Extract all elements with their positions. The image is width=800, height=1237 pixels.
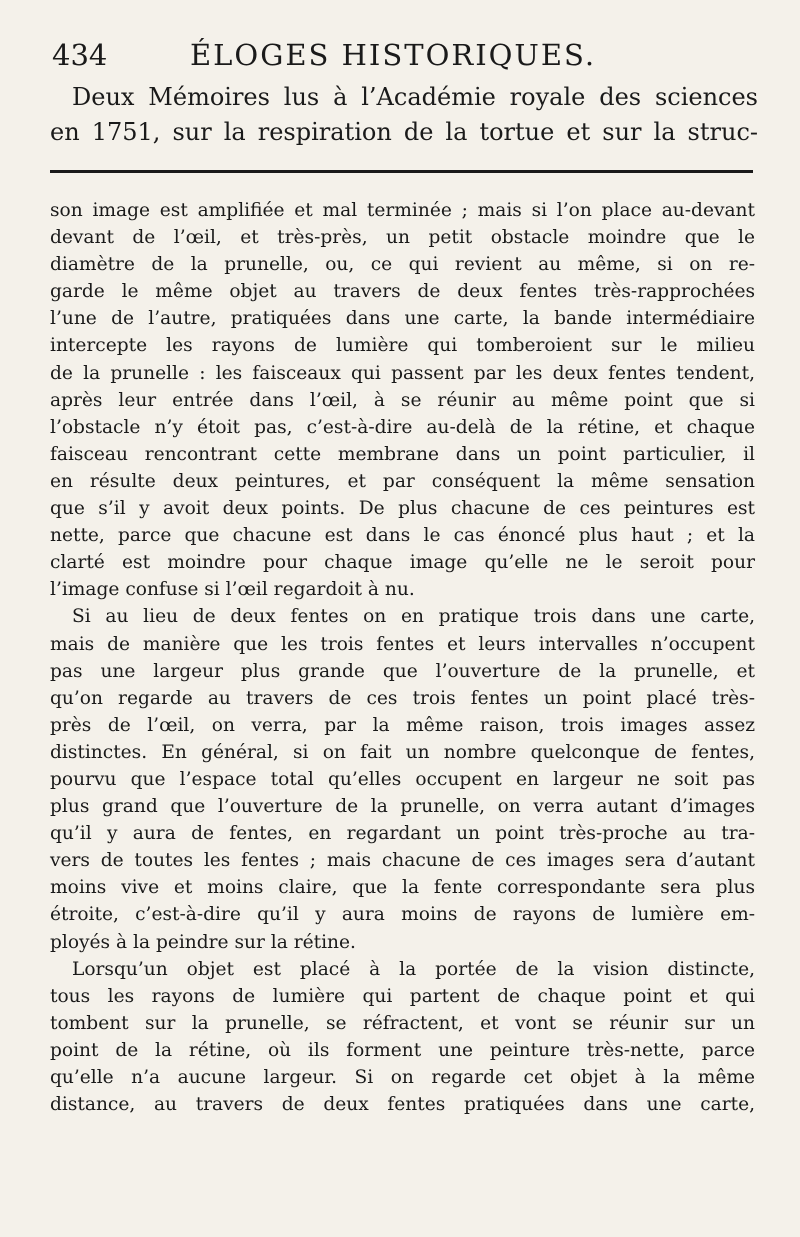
text-line: après leur entrée dans l’œil, à se réunir au même point que si	[50, 389, 755, 411]
text-line: ployés à la peindre sur la rétine.	[50, 931, 356, 953]
text-line: en résulte deux peintures, et par conséquent la même sensation	[50, 470, 755, 492]
text-line: vers de toutes les fentes ; mais chacune de ces images sera d’autant	[50, 850, 755, 872]
text-line: garde le même objet au travers de deux fentes très-rapprochées	[50, 281, 755, 303]
text-line: tombent sur la prunelle, se réfractent, et vont se réunir sur un	[50, 1012, 755, 1034]
text-line: qu’on regarde au travers de ces trois fentes un point placé très-	[50, 687, 755, 709]
text-line: de la prunelle : les faisceaux qui passent par les deux fentes tendent,	[50, 362, 755, 384]
header-line: Deux Mémoires lus à l’Académie royale des sciences	[72, 83, 758, 111]
text-line: distinctes. En général, si on fait un nombre quelconque de fentes,	[50, 741, 755, 763]
text-line: intercepte les rayons de lumière qui tomberoient sur le milieu	[50, 335, 755, 357]
text-line: plus grand que l’ouverture de la prunelle, on verra autant d’images	[50, 796, 755, 818]
text-line: devant de l’œil, et très-près, un petit obstacle moindre que le	[50, 227, 755, 249]
text-line: étroite, c’est-à-dire qu’il y aura moins de rayons de lumière em-	[50, 904, 755, 926]
text-line: mais de manière que les trois fentes et leurs intervalles n’occupent	[50, 633, 755, 655]
text-line: qu’elle n’a aucune largeur. Si on regarde cet objet à la même	[50, 1067, 755, 1088]
text-line: son image est amplifiée et mal terminée ; mais si l’on place au-devant	[50, 200, 755, 221]
header-line: en 1751, sur la respiration de la tortue et sur la struc-	[50, 118, 758, 146]
text-line: pas une largeur plus grande que l’ouverture de la prunelle, et	[50, 660, 755, 682]
text-line: Si au lieu de deux fentes on en pratique trois dans une carte,	[72, 606, 755, 628]
text-line: distance, au travers de deux fentes pratiquées dans une carte,	[50, 1094, 755, 1116]
text-line: clarté est moindre pour chaque image qu’elle ne le seroit pour	[50, 552, 755, 574]
text-line: faisceau rencontrant cette membrane dans un point particulier, il	[50, 443, 755, 465]
page-header	[52, 38, 748, 78]
text-line: l’obstacle n’y étoit pas, c’est-à-dire au-delà de la rétine, et chaque	[50, 416, 755, 438]
text-line: l’une de l’autre, pratiquées dans une carte, la bande intermédiaire	[50, 308, 755, 330]
text-line: près de l’œil, on verra, par la même raison, trois images assez	[50, 714, 755, 736]
text-line: pourvu que l’espace total qu’elles occupent en largeur ne soit pas	[50, 768, 755, 790]
text-line: point de la rétine, où ils forment une peinture très-nette, parce	[50, 1039, 755, 1061]
text-line: diamètre de la prunelle, ou, ce qui revient au même, si on re-	[50, 254, 755, 276]
text-line: Lorsqu’un objet est placé à la portée de la vision distincte,	[72, 958, 755, 980]
text-line: nette, parce que chacune est dans le cas énoncé plus haut ; et la	[50, 525, 755, 547]
page-number: 434	[52, 38, 108, 72]
body-text	[50, 197, 755, 1118]
header-paragraph	[50, 80, 758, 150]
running-title: ÉLOGES HISTORIQUES.	[190, 38, 597, 72]
text-line: l’image confuse si l’œil regardoit à nu.	[50, 579, 415, 601]
text-line: qu’il y aura de fentes, en regardant un point très-proche au tra-	[50, 823, 755, 845]
text-line: que s’il y avoit deux points. De plus chacune de ces peintures est	[50, 498, 755, 520]
text-line: tous les rayons de lumière qui partent de chaque point et qui	[50, 985, 755, 1007]
text-line: moins vive et moins claire, que la fente correspondante sera plus	[50, 877, 755, 899]
section-divider-rule	[50, 170, 753, 173]
